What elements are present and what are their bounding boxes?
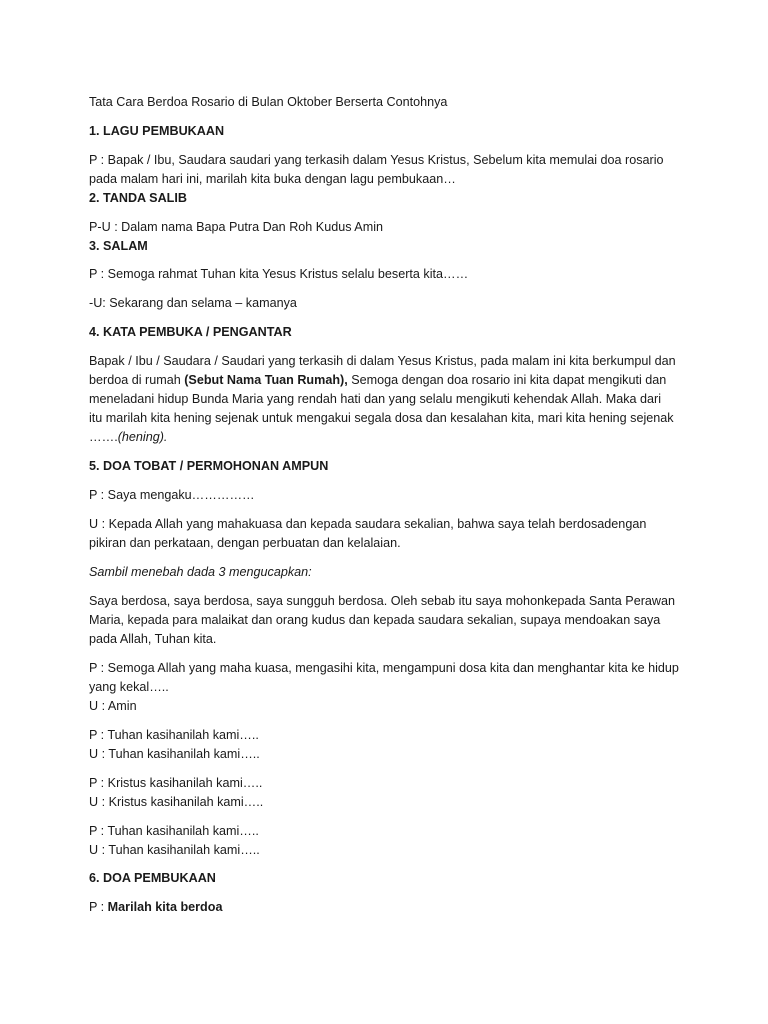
bold-text-run: (Sebut Nama Tuan Rumah), (184, 373, 348, 387)
section-heading-doa-tobat: 5. DOA TOBAT / PERMOHONAN AMPUN (89, 459, 329, 473)
paragraph-line: P : Tuhan kasihanilah kami….. (89, 728, 259, 742)
paragraph-line: U : Kepada Allah yang mahakuasa dan kepada saudara sekalian, bahwa saya telah berdosadengan (89, 517, 647, 531)
text-run: P : (89, 900, 108, 914)
text-run: berdoa di rumah (89, 373, 185, 387)
section-heading-doa-pembukaan: 6. DOA PEMBUKAAN (89, 871, 216, 885)
paragraph-line: pada Allah, Tuhan kita. (89, 632, 217, 646)
paragraph-line: U : Amin (89, 699, 137, 713)
paragraph-line: U : Kristus kasihanilah kami….. (89, 795, 264, 809)
paragraph-line: meneladani hidup Bunda Maria yang rendah hati dan yang selalu mengikuti kehendak Allah. Maka dari (89, 392, 661, 406)
paragraph-line: Bapak / Ibu / Saudara / Saudari yang terkasih di dalam Yesus Kristus, pada malam ini kita berkumpul dan (89, 354, 676, 368)
paragraph-line: pikiran dan perkataan, dengan perbuatan dan kelalaian. (89, 536, 401, 550)
paragraph-line: P : Kristus kasihanilah kami….. (89, 776, 263, 790)
section-heading-kata-pembuka: 4. KATA PEMBUKA / PENGANTAR (89, 325, 292, 339)
paragraph-line: pada malam hari ini, marilah kita buka dengan lagu pembukaan… (89, 172, 456, 186)
italic-text-run: (hening). (117, 430, 168, 444)
paragraph-line (89, 371, 666, 391)
instruction-text: Sambil menebah dada 3 mengucapkan: (89, 565, 312, 579)
bold-text-run: Marilah kita berdoa (107, 900, 223, 914)
text-run: ……. (89, 430, 118, 444)
paragraph-line: U : Tuhan kasihanilah kami….. (89, 843, 260, 857)
paragraph-line (89, 898, 222, 918)
paragraph-line: -U: Sekarang dan selama – kamanya (89, 296, 297, 310)
section-heading-tanda-salib: 2. TANDA SALIB (89, 191, 187, 205)
document-title: Tata Cara Berdoa Rosario di Bulan Oktober Berserta Contohnya (89, 95, 448, 109)
paragraph-line: Saya berdosa, saya berdosa, saya sungguh berdosa. Oleh sebab itu saya mohonkepada Santa Perawan (89, 594, 676, 608)
paragraph-line: Maria, kepada para malaikat dan orang kudus dan kepada saudara sekalian, supaya mendoakan saya (89, 613, 661, 627)
paragraph-line: P : Semoga Allah yang maha kuasa, mengasihi kita, mengampuni dosa kita dan menghantar kita ke hidup (89, 661, 679, 675)
paragraph-line: P : Bapak / Ibu, Saudara saudari yang terkasih dalam Yesus Kristus, Sebelum kita memulai doa rosario (89, 153, 664, 167)
text-run: Semoga dengan doa rosario ini kita dapat mengikuti dan (347, 373, 667, 387)
paragraph-line: P-U : Dalam nama Bapa Putra Dan Roh Kudus Amin (89, 220, 383, 234)
paragraph-line: itu marilah kita hening sejenak untuk mengakui segala dosa dan kesalahan kita, mari kita hening sejenak (89, 411, 674, 425)
section-heading-salam: 3. SALAM (89, 239, 148, 253)
paragraph-line (89, 428, 167, 448)
paragraph-line: P : Semoga rahmat Tuhan kita Yesus Kristus selalu beserta kita…… (89, 267, 469, 281)
paragraph-line: U : Tuhan kasihanilah kami….. (89, 747, 260, 761)
paragraph-line: P : Saya mengaku…………… (89, 488, 255, 502)
section-heading-lagu-pembukaan: 1. LAGU PEMBUKAAN (89, 124, 225, 138)
paragraph-line: P : Tuhan kasihanilah kami….. (89, 824, 259, 838)
paragraph-line: yang kekal….. (89, 680, 169, 694)
